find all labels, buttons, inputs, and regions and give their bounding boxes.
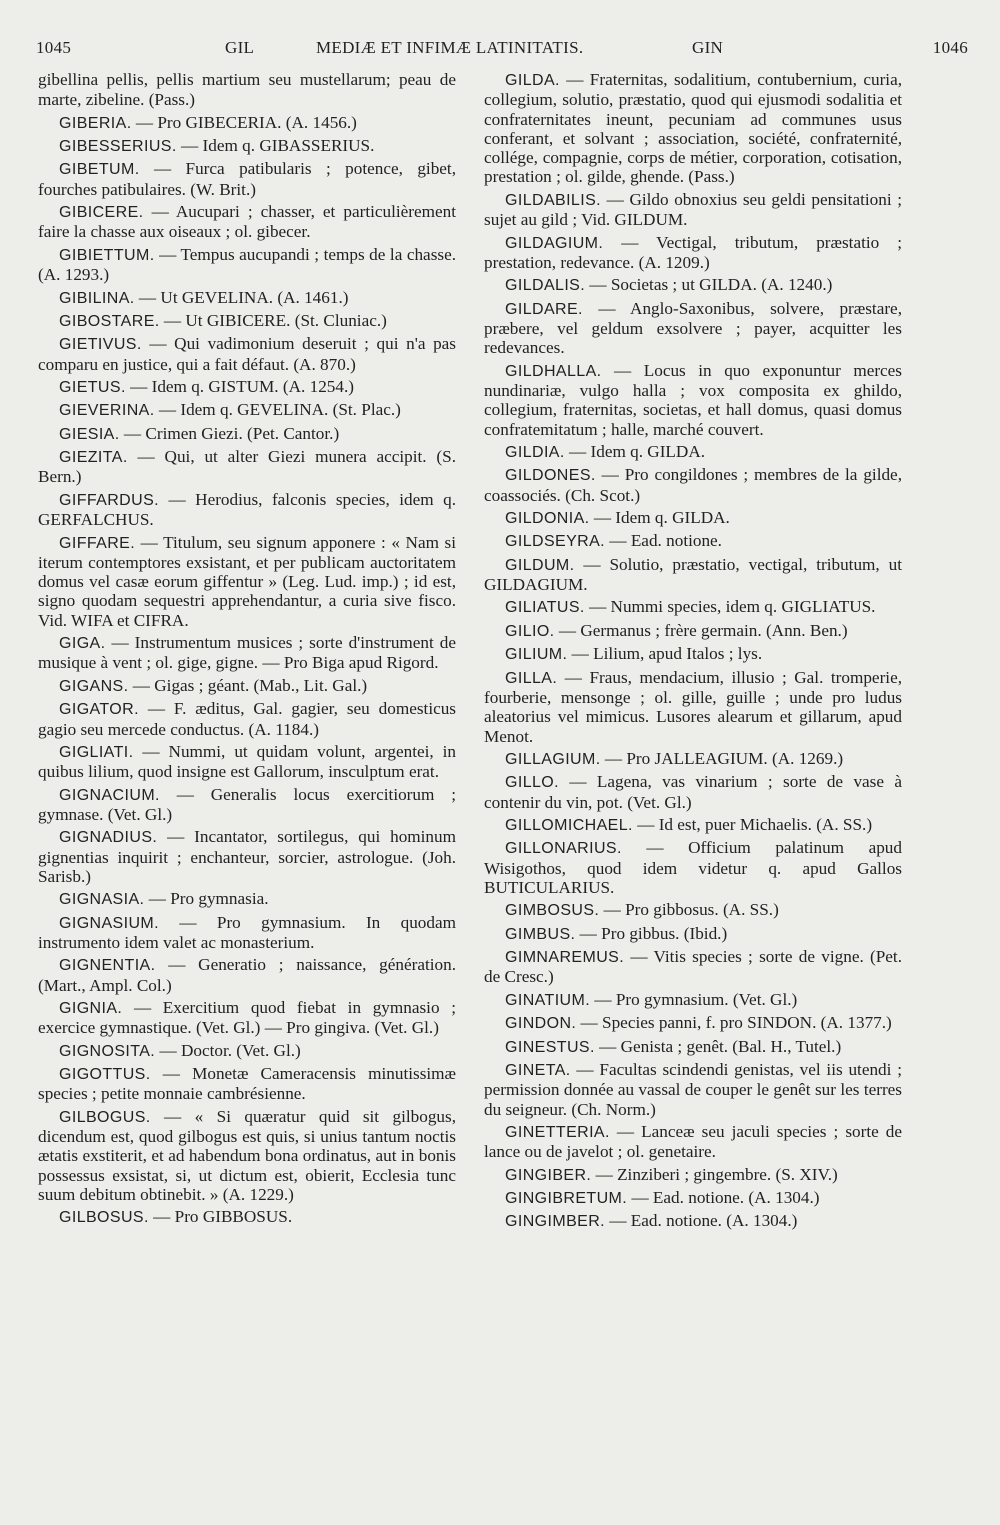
entry-definition: — Gigas ; géant. (Mab., Lit. Gal.) [128, 675, 368, 695]
page-number-right: 1046 [932, 38, 968, 57]
entry-definition: — Ead. notione. [605, 531, 722, 551]
entry-definition: gibellina pellis, pellis martium seu mustellarum; peau de marte, zibeline. (Pass.) [38, 70, 456, 110]
entry-headword: GIGNIA. [59, 1000, 123, 1018]
dictionary-entry [484, 442, 902, 462]
dictionary-entry [38, 400, 456, 420]
entry-headword: GILLA. [505, 669, 558, 687]
entry-headword: GIGNENTIA. [59, 957, 156, 975]
dictionary-entry [38, 955, 456, 995]
entry-headword: GILIATUS. [505, 599, 585, 617]
dictionary-entry [484, 838, 902, 897]
entry-definition: — Idem q. GILDA. [564, 441, 706, 461]
entry-definition: — Nummi, ut quidam volunt, argentei, in quibus lilium, quod insigne est Gallorum, insculptum erat. [38, 741, 456, 782]
entry-headword: GILIUM. [505, 646, 568, 664]
dictionary-entry [484, 299, 902, 358]
entry-headword: GIBIETTUM. [59, 246, 155, 264]
dictionary-entry [38, 113, 456, 133]
dictionary-entry [484, 668, 902, 746]
dictionary-entry [484, 465, 902, 505]
entry-definition: — Lilium, apud Italos ; lys. [567, 644, 763, 664]
entry-definition: — Germanus ; frère germain. (Ann. Ben.) [554, 620, 848, 640]
entry-definition: — Pro gymnasium. (Vet. Gl.) [590, 989, 798, 1009]
entry-headword: GIFFARE. [59, 534, 136, 552]
entry-headword: GILLAGIUM. [505, 750, 601, 768]
dictionary-entry [38, 70, 456, 110]
dictionary-entry [38, 998, 456, 1038]
dictionary-entry [38, 1107, 456, 1204]
dictionary-entry [38, 202, 456, 242]
dictionary-entry [484, 1037, 902, 1057]
entry-definition: — Pro congildones ; membres de la gilde, coassociés. (Ch. Scot.) [484, 465, 902, 505]
entry-definition: — Id est, puer Michaelis. (A. SS.) [632, 814, 873, 834]
entry-definition: — Facultas scindendi genistas, vel iis utendi ; permission donnée au vassal de couper le genêt sur les terres du seigneur. (Ch. Norm.) [484, 1060, 902, 1119]
dictionary-entry [484, 1122, 902, 1162]
entry-definition: — Aucupari ; chasser, et particulièrement faire la chasse aux oiseaux ; ol. gibecer. [38, 202, 456, 242]
dictionary-entry [38, 288, 456, 308]
entry-headword: GILBOSUS. [59, 1209, 149, 1227]
entry-headword: GILDALIS. [505, 277, 586, 295]
entry-headword: GIGANS. [59, 677, 129, 695]
right-column [484, 70, 902, 1235]
entry-headword: GINGIMBER. [505, 1213, 606, 1231]
running-title: MEDIÆ ET INFIMÆ LATINITATIS. [316, 38, 584, 57]
entry-definition: — Gildo obnoxius seu geldi pensitationi ; sujet au gild ; Vid. GILDUM. [484, 189, 902, 230]
dictionary-entry [38, 334, 456, 374]
entry-definition: — Pro gibbus. (Ibid.) [575, 923, 728, 943]
entry-headword: GIGNASIUM. [59, 914, 160, 932]
entry-headword: GIGNASIA. [59, 891, 145, 909]
entry-definition: — Generalis locus exercitiorum ; gymnase. (Vet. Gl.) [38, 784, 456, 824]
entry-definition: — Species panni, f. pro SINDON. (A. 1377.) [576, 1013, 892, 1033]
dictionary-entry [38, 742, 456, 782]
entry-headword: GILDONES. [505, 467, 596, 485]
entry-headword: GIEZITA. [59, 449, 128, 467]
entry-headword: GIBOSTARE. [59, 312, 160, 330]
dictionary-entry [38, 827, 456, 886]
entry-definition: — Genista ; genêt. (Bal. H., Tutel.) [594, 1036, 842, 1056]
dictionary-entry [38, 889, 456, 909]
entry-definition: — Doctor. (Vet. Gl.) [155, 1040, 301, 1060]
entry-definition: — Pro GIBECERIA. (A. 1456.) [131, 112, 357, 132]
dictionary-entry [484, 531, 902, 551]
entry-definition: — Nummi species, idem q. GIGLIATUS. [584, 597, 876, 617]
entry-headword: GIGNADIUS. [59, 829, 158, 847]
entry-headword: GIGNOSITA. [59, 1042, 156, 1060]
dictionary-entry [38, 377, 456, 397]
dictionary-entry [38, 447, 456, 487]
entry-definition: — Herodius, falconis species, idem q. GERFALCHUS. [38, 489, 456, 530]
entry-definition: — Vitis species ; sorte de vigne. (Pet. de Cresc.) [484, 947, 902, 987]
entry-definition: — Lanceæ seu jaculi species ; sorte de lance ou de javelot ; ol. genetaire. [484, 1121, 902, 1162]
entry-definition: — Idem q. GIBASSERIUS. [176, 136, 375, 156]
dictionary-entry [484, 1060, 902, 1119]
entry-headword: GILDA. [505, 72, 560, 89]
dictionary-entry [484, 233, 902, 273]
dictionary-entry [484, 924, 902, 944]
dictionary-entry [38, 676, 456, 696]
entry-definition: — Zinziberi ; gingembre. (S. XIV.) [591, 1164, 838, 1184]
entry-headword: GIMBUS. [505, 925, 576, 943]
entry-definition: — Idem q. GILDA. [589, 507, 730, 527]
dictionary-entry [484, 1211, 902, 1231]
entry-headword: GIFFARDUS. [59, 491, 160, 509]
entry-definition: — Ut GEVELINA. (A. 1461.) [134, 287, 349, 307]
entry-definition: — Anglo-Saxonibus, solvere, præstare, præbere, vel geldum exsolvere ; payer, acquitter les redevances. [484, 298, 902, 358]
entry-definition: — Pro gibbosus. (A. SS.) [599, 900, 779, 920]
dictionary-entry [484, 508, 902, 528]
entry-headword: GILDUM. [505, 556, 575, 574]
entry-definition: — Fraternitas, sodalitium, contubernium, curia, collegium, solutio, præstatio, quod qui ejusmodi sodalitia et confraternitates ineunt, pecuniam ad communes usus conferant, et solvant ; association, société, confraternité, collége, compagnie, corps de métier, corporation, cotisation, prestation ; ol. gilde, ghende. (Pass.) [484, 70, 902, 187]
entry-headword: GINATIUM. [505, 991, 591, 1009]
entry-definition: — Monetæ Cameracensis minutissimæ species ; petite monnaie cambrésienne. [38, 1064, 456, 1104]
entry-definition: — Furca patibularis ; potence, gibet, fourches patibulaires. (W. Brit.) [38, 159, 456, 199]
dictionary-entry [484, 1188, 902, 1208]
dictionary-entry [484, 275, 902, 295]
entry-headword: GILBOGUS. [59, 1108, 151, 1126]
entry-definition: — Officium palatinum apud Wisigothos, quod idem videtur q. apud Gallos BUTICULARIUS. [484, 838, 902, 897]
entry-headword: GILDHALLA. [505, 362, 602, 380]
entry-headword: GIBILINA. [59, 289, 135, 307]
entry-headword: GILDAGIUM. [505, 234, 604, 252]
entry-headword: GILLONARIUS. [505, 840, 622, 858]
entry-headword: GILDIA. [505, 443, 565, 461]
entry-headword: GIGA. [59, 635, 106, 653]
entry-headword: GINETA. [505, 1062, 571, 1079]
catchword-left: GIL [225, 38, 255, 57]
entry-definition: — Qui vadimonium deseruit ; qui n'a pas comparu en justice, qui a fait défaut. (A. 870.) [38, 334, 456, 374]
entry-headword: GIGOTTUS. [59, 1066, 151, 1084]
entry-headword: GIETUS. [59, 379, 126, 396]
dictionary-entry [484, 361, 902, 439]
page-number-left: 1045 [36, 38, 72, 57]
entry-definition: — Instrumentum musices ; sorte d'instrument de musique à vent ; ol. gige, gigne. — Pro Biga apud Rigord. [38, 633, 456, 673]
entry-definition: — Societas ; ut GILDA. (A. 1240.) [585, 275, 833, 295]
dictionary-entry [38, 913, 456, 953]
dictionary-entry [484, 947, 902, 987]
dictionary-entry [38, 245, 456, 285]
dictionary-entry [38, 490, 456, 530]
entry-headword: GIETIVUS. [59, 336, 142, 354]
dictionary-entry [484, 644, 902, 664]
dictionary-entry [38, 311, 456, 331]
dictionary-entry [484, 621, 902, 641]
entry-headword: GINGIBER. [505, 1166, 592, 1184]
entry-definition: — Lagena, vas vinarium ; sorte de vase à contenir du vin, pot. (Vet. Gl.) [484, 772, 902, 812]
dictionary-entry [484, 1013, 902, 1033]
entry-headword: GILDSEYRA. [505, 533, 606, 551]
entry-definition: — F. æditus, Gal. gagier, seu domesticus gagio seu mercede conductus. (A. 1184.) [38, 699, 456, 739]
dictionary-entry [38, 699, 456, 739]
dictionary-entry [38, 1207, 456, 1227]
entry-headword: GINETTERIA. [505, 1123, 610, 1141]
entry-definition: — Incantator, sortilegus, qui hominum gignentias inquirit ; enchanteur, sorcier, astrologue. (Joh. Sarisb.) [38, 827, 456, 886]
entry-definition: — Pro GIBBOSUS. [148, 1207, 293, 1227]
entry-headword: GILDARE. [505, 300, 583, 318]
entry-headword: GIBICERE. [59, 204, 144, 222]
entry-definition: — « Si quæratur quid sit gilbogus, dicendum est, quod gilbogus est quis, si unius tantum noctis ætatis exstiterit, et ad habendum bona ordinatus, aut in bonis possessus exsistat, si, ut dictum est, obierit, Ecclesia tunc suum debitum obtinebit. » (A. 1229.) [38, 1106, 456, 1204]
entry-headword: GINESTUS. [505, 1038, 595, 1056]
entry-headword: GIBESSERIUS. [59, 138, 177, 156]
dictionary-entry [484, 190, 902, 230]
entry-definition: — Fraus, mendacium, illusio ; Gal. tromperie, fourberie, mensonge ; ol. gille, guille ; unde pro ludus aleatorius vel mimicus. Lusores alearum et gillarum, apud Menot. [484, 667, 902, 746]
entry-definition: — Ead. notione. (A. 1304.) [605, 1211, 798, 1231]
entry-headword: GILLOMICHAEL. [505, 816, 633, 834]
dictionary-entry [484, 990, 902, 1010]
dictionary-entry [484, 749, 902, 769]
dictionary-entry [484, 815, 902, 835]
dictionary-entry [38, 633, 456, 673]
entry-definition: — Ead. notione. (A. 1304.) [627, 1188, 820, 1208]
entry-headword: GILDONIA. [505, 509, 590, 527]
dictionary-entry [484, 70, 902, 187]
dictionary-entry [38, 424, 456, 444]
entry-definition: — Idem q. GEVELINA. (St. Plac.) [154, 400, 401, 420]
dictionary-entry [484, 1165, 902, 1185]
entry-definition: — Solutio, præstatio, vectigal, tributum, ut GILDAGIUM. [484, 554, 902, 595]
entry-definition: — Locus in quo exponuntur merces nundinariæ, vulgo halla ; vox composita ex ghildo, collegium, fraternitas, societas, et hall domus, quasi domus confratemitatum ; halle, marché couvert. [484, 360, 902, 439]
dictionary-entry [38, 533, 456, 630]
entry-headword: GIBERIA. [59, 114, 132, 132]
entry-headword: GIGLIATI. [59, 743, 134, 761]
dictionary-entry [38, 136, 456, 156]
entry-definition: — Exercitium quod fiebat in gymnasio ; exercice gymnastique. (Vet. Gl.) — Pro gingiva. (Vet. Gl.) [38, 998, 456, 1038]
entry-headword: GINDON. [505, 1015, 577, 1033]
entry-headword: GIBETUM. [59, 161, 140, 179]
dictionary-entry [38, 1064, 456, 1104]
entry-definition: — Generatio ; naissance, génération. (Mart., Ampl. Col.) [38, 955, 456, 995]
running-header [28, 38, 968, 62]
entry-definition: — Qui, ut alter Giezi munera accipit. (S. Bern.) [38, 447, 456, 487]
entry-definition: — Tempus aucupandi ; temps de la chasse. (A. 1293.) [38, 244, 456, 285]
entry-headword: GIMNAREMUS. [505, 949, 625, 967]
entry-headword: GIEVERINA. [59, 402, 155, 420]
entry-definition: — Ut GIBICERE. (St. Cluniac.) [159, 310, 387, 330]
entry-headword: GIGNACIUM. [59, 786, 160, 804]
dictionary-entry [484, 555, 902, 595]
entry-definition: — Crimen Giezi. (Pet. Cantor.) [119, 423, 340, 443]
dictionary-entry [38, 1041, 456, 1061]
left-column [38, 70, 456, 1231]
entry-headword: GILDABILIS. [505, 191, 601, 209]
entry-definition: — Pro JALLEAGIUM. (A. 1269.) [600, 748, 844, 768]
dictionary-entry [484, 597, 902, 617]
entry-definition: — Pro gymnasia. [144, 889, 269, 909]
dictionary-entry [38, 785, 456, 825]
entry-definition: — Pro gymnasium. In quodam instrumento idem valet ac monasterium. [38, 912, 456, 952]
entry-headword: GILLO. [505, 774, 559, 792]
entry-definition: — Idem q. GISTUM. (A. 1254.) [125, 377, 355, 396]
entry-headword: GIMBOSUS. [505, 902, 600, 920]
dictionary-entry [484, 772, 902, 812]
entry-headword: GIESIA. [59, 425, 120, 443]
catchword-right: GIN [692, 38, 724, 57]
entry-definition: — Vectigal, tributum, præstatio ; prestation, redevance. (A. 1209.) [484, 232, 902, 272]
entry-headword: GIGATOR. [59, 701, 139, 719]
entry-headword: GINGIBRETUM. [505, 1190, 628, 1208]
entry-headword: GILIO. [505, 622, 555, 640]
dictionary-entry [484, 900, 902, 920]
dictionary-entry [38, 159, 456, 199]
entry-definition: — Titulum, seu signum apponere : « Nam si iterum contemptores exsistant, et per publicam auctoritatem domus vel casæ eorum giffentur » (Leg. Lud. imp.) ; id est, signo quodam sequestri apprehendantur, a curia sive fisco. Vid. WIFA et CIFRA. [38, 532, 456, 630]
